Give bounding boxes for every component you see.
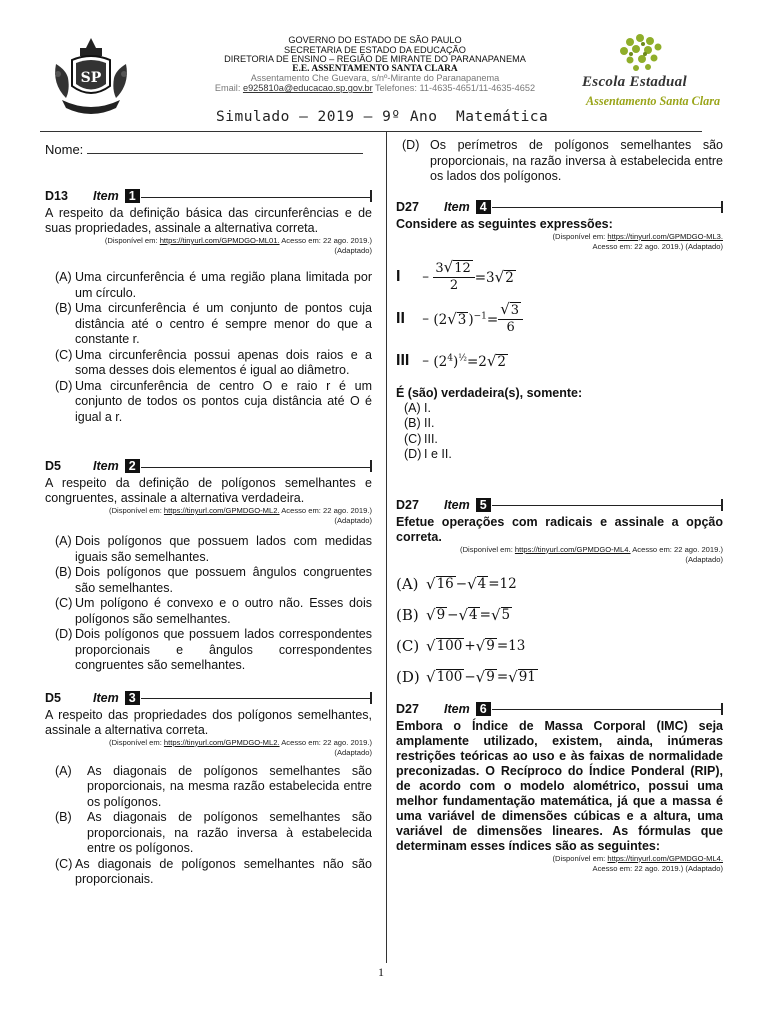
question-stem: Considere as seguintes expressões: bbox=[396, 216, 613, 231]
school-logo bbox=[580, 32, 721, 114]
name-line[interactable] bbox=[87, 153, 363, 154]
page-title: Simulado – 2019 – 9º Ano Matemática bbox=[216, 109, 549, 125]
option-c[interactable]: (C) √ 100 + √ 9 =13 bbox=[396, 637, 526, 655]
school-name: E.E. ASSENTAMENTO SANTA CLARA bbox=[292, 63, 458, 74]
name-label: Nome: bbox=[45, 142, 84, 157]
option-a[interactable]: (A) Dois polígonos que possuem lados com medidas iguais são semelhantes. bbox=[55, 534, 372, 564]
source-citation: (Disponível em: https://tinyurl.com/GPMDGO-ML01. Acesso em: 22 ago. 2019.) bbox=[104, 236, 372, 245]
contact-line: Email: e925810a@educacao.sp.gov.br Telefones: 11-4635-4651/11-4635-4652 bbox=[214, 82, 536, 93]
header-line-2: SECRETARIA DE ESTADO DA EDUCAÇÃO bbox=[284, 44, 466, 55]
right-column bbox=[396, 138, 723, 874]
question-stem: Embora o Índice de Massa Corporal (IMC) seja amplamente utilizado, existem, ainda, inúmeras restrições teóricas ao uso e às faixas de normalidade preconizadas. O Recíproco do Índice Ponderal (RIP), de acordo com o modelo alométrico, possui uma melhor fundamentação matemática, já que a massa é uma variável de dimensões cúbicas e a altura, uma variável de dimensões lineares. As fórmulas que determinam esses índices são as seguintes: bbox=[396, 718, 723, 853]
question-2 bbox=[45, 458, 372, 674]
expression-ii: II – (2√3 )$^{-1}$= $\frac{√3}{6}$ bbox=[396, 298, 723, 340]
question-5 bbox=[396, 497, 723, 693]
option-d[interactable]: (D) Dois polígonos que possuem lados correspondentes proporcionais e ângulos correspondentes congruentes são semelhantes. bbox=[55, 627, 372, 672]
item-header bbox=[396, 497, 723, 513]
option-d[interactable]: (D) I e II. bbox=[404, 447, 452, 461]
header-rule bbox=[141, 197, 371, 198]
page-number: 1 bbox=[378, 965, 384, 979]
descriptor-code: D27 bbox=[396, 701, 419, 716]
expression-iii: III – $(2^4)^{\frac{1}{2}}=2√2$ bbox=[396, 351, 507, 370]
source-citation: (Disponível em: https://tinyurl.com/GPMDGO-ML3. bbox=[552, 231, 723, 241]
option-a[interactable]: (A) As diagonais de polígonos semelhantes são proporcionais, na mesma razão estabelecida entre os polígonos. bbox=[55, 763, 372, 809]
expression-i: I – $\frac{3√12}{2}$ =3√2 bbox=[396, 258, 514, 293]
option-c[interactable]: (C) III. bbox=[404, 431, 438, 446]
option-b[interactable]: (B) As diagonais de polígonos semelhantes são proporcionais, na razão inversa à estabelecida entre os polígonos. bbox=[55, 810, 372, 855]
item-header bbox=[45, 458, 372, 474]
option-d[interactable]: (D) Uma circunferência de centro O e raio r é um conjunto de todos os pontos cuja distância até O é igual a r. bbox=[55, 378, 372, 424]
source-link[interactable]: https://tinyurl.com/GPMDGO-ML4. bbox=[514, 544, 631, 554]
descriptor-code: D27 bbox=[396, 199, 419, 214]
header-line-1: GOVERNO DO ESTADO DE SÃO PAULO bbox=[288, 35, 462, 45]
source-citation: (Disponível em: https://tinyurl.com/GPMDGO-ML2. Acesso em: 22 ago. 2019.) bbox=[109, 506, 372, 515]
question-6 bbox=[396, 701, 723, 874]
option-d[interactable]: (D) √ 100 − √ 9 = √ 91 bbox=[396, 668, 536, 686]
item-label: Item 3 bbox=[85, 691, 140, 705]
header-text bbox=[150, 36, 600, 94]
option-b[interactable]: (B) II. bbox=[404, 416, 435, 430]
item-number: 3 bbox=[125, 691, 140, 705]
source-link[interactable]: https://tinyurl.com/GPMDGO-ML2. bbox=[163, 506, 280, 515]
option-c[interactable]: (C) As diagonais de polígonos semelhantes não são proporcionais. bbox=[55, 856, 372, 886]
item-number: 2 bbox=[125, 459, 140, 473]
source-access: Acesso em: 22 ago. 2019.) (Adaptado) bbox=[592, 863, 723, 873]
option-c[interactable]: (C) Um polígono é convexo e o outro não. Esses dois polígonos são semelhantes. bbox=[55, 596, 372, 626]
descriptor-code: D5 bbox=[45, 690, 61, 705]
school-address: Assentamento Che Guevara, s/nº-Mirante do Paranapanema bbox=[250, 73, 500, 84]
item-label: Item 2 bbox=[85, 459, 140, 473]
option-a[interactable]: (A) I. bbox=[404, 400, 431, 415]
source-access: Acesso em: 22 ago. 2019.) (Adaptado) bbox=[592, 241, 723, 251]
question-prompt: É (são) verdadeira(s), somente: bbox=[396, 385, 583, 400]
option-a[interactable]: (A) Uma circunferência é uma região plana limitada por um círculo. bbox=[55, 270, 372, 300]
svg-text:SP: SP bbox=[80, 70, 102, 86]
item-label: Item 5 bbox=[436, 498, 491, 512]
source-link[interactable]: https://tinyurl.com/GPMDGO-ML01. bbox=[159, 236, 280, 245]
title-divider bbox=[40, 131, 702, 132]
leaf-icon bbox=[580, 32, 710, 76]
question-3 bbox=[45, 690, 372, 888]
logo-school-name: Escola Estadual bbox=[582, 74, 687, 90]
item-header bbox=[396, 199, 723, 215]
name-field[interactable] bbox=[45, 142, 372, 162]
option-b[interactable]: (B) Uma circunferência é um conjunto de pontos cuja distância até o centro é sempre menor do que a constante r. bbox=[55, 301, 372, 346]
email-link[interactable]: e925810a@educacao.sp.gov.br bbox=[242, 82, 373, 93]
item-number: 5 bbox=[476, 498, 491, 512]
source-link[interactable]: https://tinyurl.com/GPMDGO-ML3. bbox=[607, 231, 723, 241]
descriptor-code: D13 bbox=[45, 189, 68, 203]
question-stem: A respeito das propriedades dos polígonos semelhantes, assinale a alternativa correta. bbox=[45, 707, 372, 737]
source-link[interactable]: https://tinyurl.com/GPMDGO-ML4. bbox=[607, 853, 723, 863]
question-stem: A respeito da definição básica das circunferências e de suas propriedades, assinale a alternativa correta. bbox=[45, 206, 372, 235]
logo-school-sub: Assentamento Santa Clara bbox=[586, 94, 721, 108]
descriptor-code: D27 bbox=[396, 497, 419, 512]
item-header bbox=[45, 188, 372, 204]
item-label: Item 1 bbox=[85, 189, 140, 203]
option-a[interactable]: (A) √ 16 − √ 4 =12 bbox=[396, 575, 517, 593]
source-link[interactable]: https://tinyurl.com/GPMDGO-ML2. bbox=[163, 737, 280, 747]
item-number: 6 bbox=[476, 702, 491, 716]
option-d[interactable]: (D) Os perímetros de polígonos semelhantes são proporcionais, na razão inversa à estabelecida entre os lados dos polígonos. bbox=[402, 138, 723, 183]
source-citation: (Disponível em: https://tinyurl.com/GPMDGO-ML4. bbox=[552, 853, 723, 863]
item-label: Item 6 bbox=[436, 702, 491, 716]
option-c[interactable]: (C) Uma circunferência possui apenas dois raios e a soma desses dois elementos é igual ao diâmetro. bbox=[55, 347, 372, 377]
item-number: 1 bbox=[125, 189, 140, 203]
source-citation: (Disponível em: https://tinyurl.com/GPMDGO-ML2. Acesso em: 22 ago. 2019.) bbox=[109, 737, 372, 747]
adapted-note: (Adaptado) bbox=[685, 554, 723, 564]
sao-paulo-seal bbox=[50, 34, 132, 120]
item-number: 4 bbox=[476, 200, 491, 214]
adapted-note: (Adaptado) bbox=[334, 516, 372, 525]
option-b[interactable]: (B) Dois polígonos que possuem ângulos congruentes são semelhantes. bbox=[55, 565, 372, 595]
item-header bbox=[396, 701, 723, 717]
option-b[interactable]: (B) √ 9 − √ 4 = √ 5 bbox=[396, 606, 511, 624]
item-label: Item 4 bbox=[436, 200, 491, 214]
header-line-3: DIRETORIA DE ENSINO – REGIÃO DE MIRANTE DO PARANAPANEMA bbox=[224, 54, 526, 65]
adapted-note: (Adaptado) bbox=[334, 246, 372, 255]
adapted-note: (Adaptado) bbox=[334, 747, 372, 757]
question-stem: Efetue operações com radicais e assinale a opção correta. bbox=[396, 514, 723, 544]
column-divider bbox=[386, 131, 387, 963]
left-column bbox=[45, 138, 372, 888]
descriptor-code: D5 bbox=[45, 459, 61, 473]
source-citation: (Disponível em: https://tinyurl.com/GPMDGO-ML4. Acesso em: 22 ago. 2019.) bbox=[460, 544, 723, 554]
question-1 bbox=[45, 188, 372, 425]
question-4 bbox=[396, 199, 723, 463]
question-stem: A respeito da definição de polígonos semelhantes e congruentes, assinale a alternativa verdadeira. bbox=[45, 476, 372, 505]
item-header bbox=[45, 690, 372, 706]
